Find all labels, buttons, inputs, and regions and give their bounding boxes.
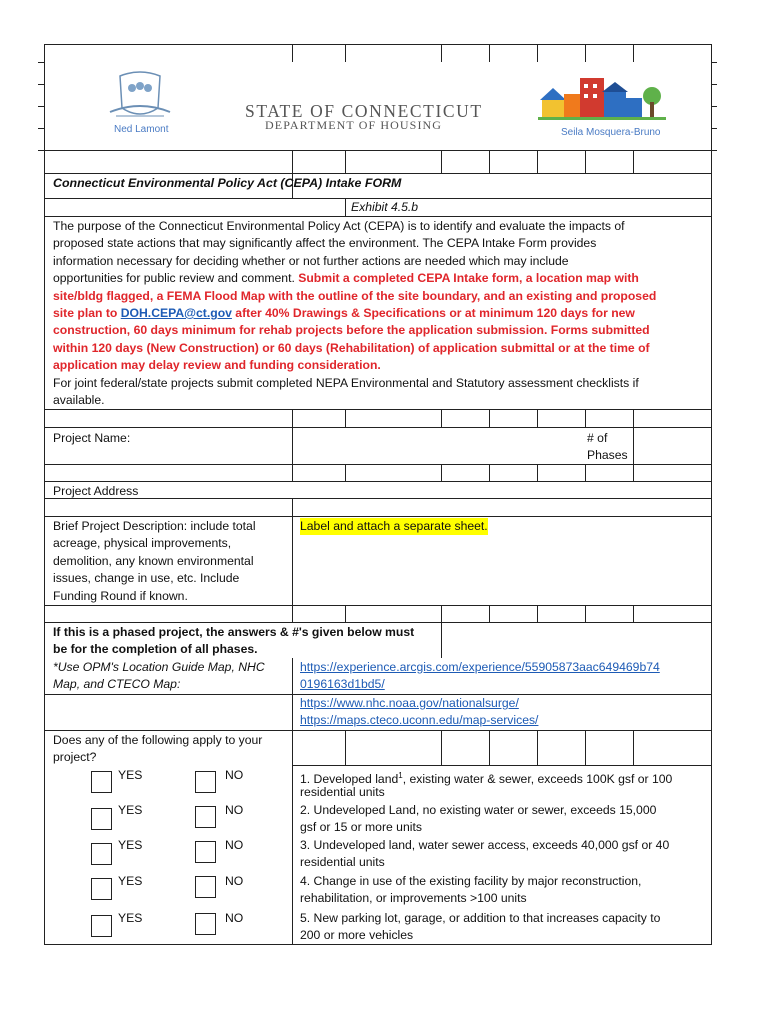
form-title: Connecticut Environmental Policy Act (CEPA) Intake FORM [53, 176, 402, 190]
criterion-text: 3. Undeveloped land, water sewer access, exceeds 40,000 gsf or 40 [300, 838, 670, 852]
criterion-text-part: 1. Developed land [300, 772, 399, 787]
state-seal-icon [106, 70, 174, 122]
submission-requirement-with-email [53, 305, 635, 322]
yes-label: YES [118, 838, 143, 852]
attach-sheet-note: Label and attach a separate sheet. [300, 518, 488, 535]
criterion-text: 2. Undeveloped Land, no existing water or sewer, exceeds 15,000 [300, 803, 657, 817]
no-checkbox[interactable] [195, 806, 216, 828]
project-name-label: Project Name: [53, 431, 131, 445]
phases-label: # of [587, 431, 608, 445]
criterion-text: 5. New parking lot, garage, or addition to that increases capacity to [300, 911, 661, 925]
submission-requirement: site/bldg flagged, a FEMA Flood Map with the outline of the site boundary, and an existing and proposed [53, 288, 657, 303]
yes-checkbox[interactable] [91, 915, 112, 937]
no-label: NO [225, 874, 244, 888]
yes-checkbox[interactable] [91, 808, 112, 830]
phases-label: Phases [587, 448, 628, 463]
criterion-text: gsf or 15 or more units [300, 820, 422, 835]
no-label: NO [225, 838, 244, 852]
footnote-marker: 1 [398, 771, 403, 780]
applicability-question: Does any of the following apply to your [53, 733, 263, 747]
yes-label: YES [118, 803, 143, 817]
arcgis-map-link[interactable]: https://experience.arcgis.com/experience/55905873aac649469b74 [300, 659, 660, 674]
joint-projects-note: For joint federal/state projects submit completed NEPA Environmental and Statutory assessment checklists if [53, 375, 639, 390]
submission-requirement: Submit a completed CEPA Intake form, a location map with [298, 271, 639, 286]
yes-label: YES [118, 768, 143, 782]
nhc-map-link[interactable]: https://www.nhc.noaa.gov/nationalsurge/ [300, 696, 519, 710]
no-label: NO [225, 803, 244, 817]
criterion-text: rehabilitation, or improvements >100 units [300, 891, 527, 906]
intro-line: information necessary for deciding whether or not further actions are needed which may include [53, 253, 569, 268]
department-name: DEPARTMENT OF HOUSING [265, 118, 443, 132]
yes-checkbox[interactable] [91, 771, 112, 793]
no-checkbox[interactable] [195, 841, 216, 863]
criterion-text: 4. Change in use of the existing facility by major reconstruction, [300, 874, 642, 888]
criterion-text: residential units [300, 785, 385, 800]
submission-requirement: application may delay review and funding consideration. [53, 358, 381, 373]
brief-line: demolition, any known environmental [53, 553, 254, 568]
phased-project-note: be for the completion of all phases. [53, 642, 258, 657]
no-checkbox[interactable] [195, 913, 216, 935]
no-checkbox[interactable] [195, 876, 216, 898]
yes-label: YES [118, 874, 143, 888]
no-checkbox[interactable] [195, 771, 216, 793]
intro-line: The purpose of the Connecticut Environmental Policy Act (CEPA) is to identify and evaluate the impacts of [53, 219, 625, 233]
submission-text: site plan to [53, 306, 121, 320]
criterion-text-part: , existing water & sewer, exceeds 100K gsf or 100 [402, 772, 673, 787]
brief-line: Brief Project Description: include total [53, 519, 256, 533]
cteco-map-link[interactable]: https://maps.cteco.uconn.edu/map-services/ [300, 713, 539, 728]
exhibit-label: Exhibit 4.5.b [351, 200, 419, 214]
yes-checkbox[interactable] [91, 878, 112, 900]
applicability-question: project? [53, 750, 97, 765]
project-name-field[interactable] [294, 429, 582, 463]
commissioner-name: Seila Mosquera-Bruno [561, 127, 661, 138]
opm-map-note: Map, and CTECO Map: [53, 677, 181, 692]
phased-project-note: If this is a phased project, the answers & #'s given below must [53, 625, 415, 639]
arcgis-map-link-cont[interactable]: 0196163d1bd5/ [300, 677, 385, 692]
state-title: STATE OF CONNECTICUT [245, 101, 483, 121]
housing-logo-icon [538, 72, 668, 122]
no-label: NO [225, 911, 244, 925]
no-label: NO [225, 768, 244, 782]
intro-line-mixed [53, 270, 639, 287]
criterion-text: 200 or more vehicles [300, 928, 414, 943]
yes-label: YES [118, 911, 143, 925]
submission-requirement: construction, 60 days minimum for rehab projects before the application submission. Forms submitted [53, 323, 650, 338]
project-address-field[interactable] [294, 482, 710, 497]
project-address-label: Project Address [53, 484, 139, 498]
intro-line: proposed state actions that may significantly affect the environment. The CEPA Intake Form provides [53, 236, 597, 251]
email-link[interactable]: DOH.CEPA@ct.gov [120, 306, 232, 320]
phases-field[interactable] [635, 429, 710, 463]
submission-requirement: within 120 days (New Construction) or 60 days (Rehabilitation) of application submittal or at the time of [53, 340, 650, 355]
brief-line: issues, change in use, etc. Include [53, 571, 240, 586]
criterion-text: residential units [300, 855, 385, 870]
opm-map-note: *Use OPM's Location Guide Map, NHC [53, 659, 265, 674]
yes-checkbox[interactable] [91, 843, 112, 865]
intro-plain-text: opportunities for public review and comment. [53, 271, 299, 286]
joint-projects-note: available. [53, 393, 105, 407]
submission-text: after 40% Drawings & Specifications or at minimum 120 days for new [231, 306, 635, 320]
brief-line: Funding Round if known. [53, 588, 188, 603]
brief-line: acreage, physical improvements, [53, 536, 232, 551]
governor-name: Ned Lamont [114, 124, 169, 135]
